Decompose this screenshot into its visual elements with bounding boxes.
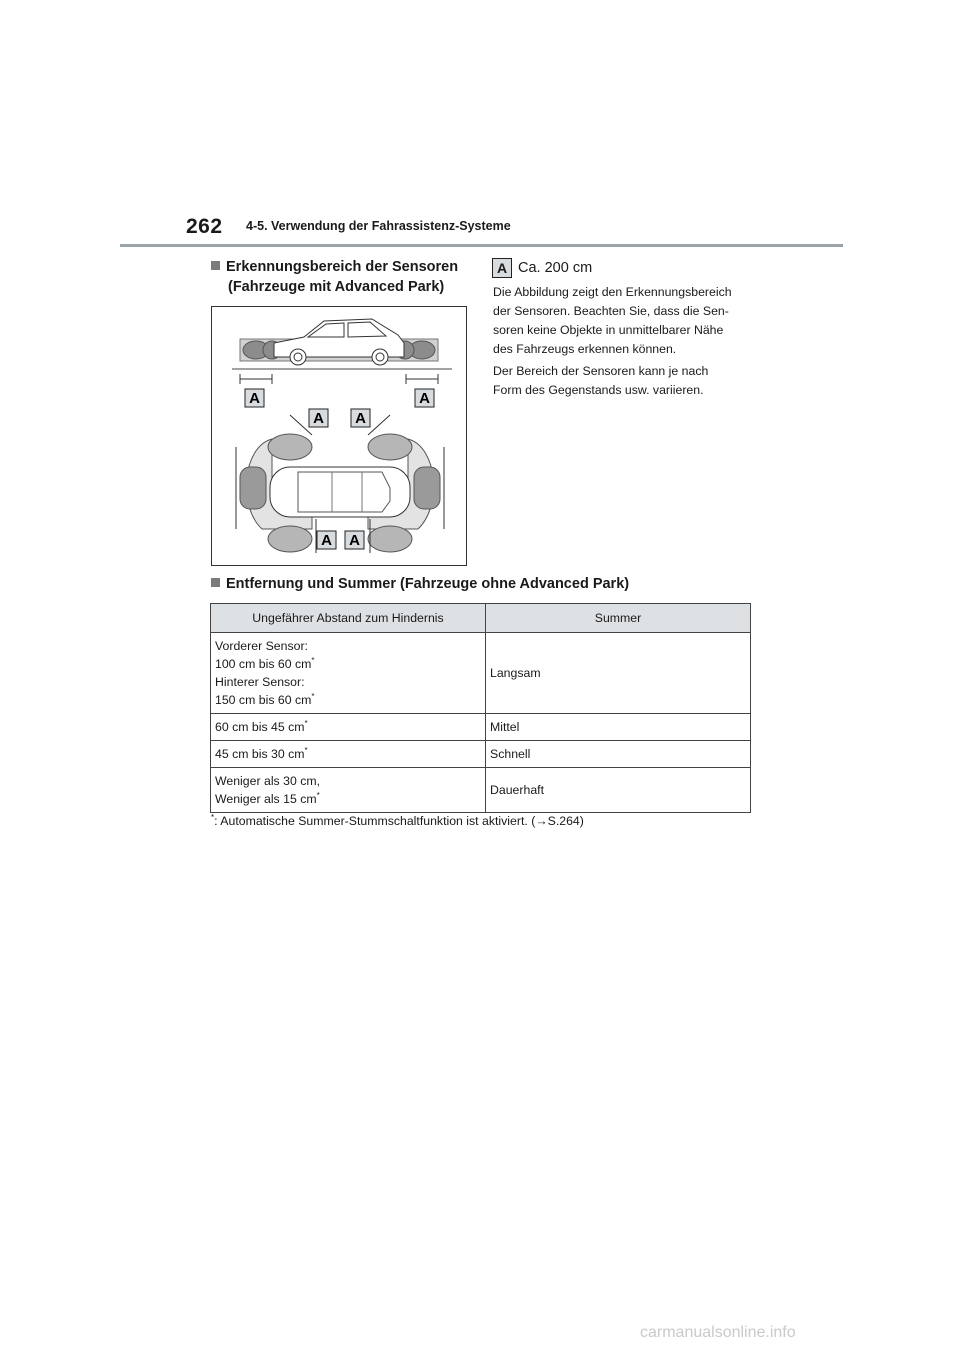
buzzer-cell: Langsam xyxy=(486,633,751,714)
table-row xyxy=(211,714,751,741)
distance-text: Vorderer Sensor: xyxy=(215,639,308,653)
section-heading-line2: (Fahrzeuge mit Advanced Park) xyxy=(228,279,445,295)
table-row xyxy=(211,768,751,813)
section-heading-distance-buzzer xyxy=(211,574,629,594)
distance-cell xyxy=(211,714,486,741)
distance-line xyxy=(215,790,481,808)
distance-line xyxy=(215,637,481,655)
square-bullet-icon xyxy=(211,261,220,270)
legend xyxy=(492,258,592,278)
distance-line xyxy=(215,691,481,709)
distance-text: 45 cm bis 30 cm xyxy=(215,747,305,761)
section-heading-detection-range xyxy=(211,257,481,297)
description-line: soren keine Objekte in unmittelbarer Nähe xyxy=(493,323,724,337)
callout-a-label: A xyxy=(349,532,360,549)
distance-text: Weniger als 15 cm xyxy=(215,792,317,806)
distance-text: 150 cm bis 60 cm xyxy=(215,693,312,707)
callout-a-label: A xyxy=(313,410,324,427)
sensor-range-figure xyxy=(211,306,467,566)
distance-cell xyxy=(211,741,486,768)
footnote-marker: * xyxy=(311,655,315,665)
dimension-markers-side xyxy=(240,374,438,384)
callout-a-label: A xyxy=(355,410,366,427)
table-row xyxy=(211,633,751,714)
footnote-marker: * xyxy=(316,790,320,800)
footnote-text: : Automatische Summer-Stummschaltfunktion ist aktiviert. (→S.264) xyxy=(214,814,584,828)
footnote-marker: * xyxy=(211,812,215,822)
description-paragraph-1 xyxy=(493,283,748,359)
table-header-row xyxy=(211,604,751,633)
description-line: Form des Gegenstands usw. variieren. xyxy=(493,383,704,397)
callout-a-label: A xyxy=(419,390,430,407)
header-divider xyxy=(120,244,843,247)
distance-line xyxy=(215,673,481,691)
callout-a-label: A xyxy=(492,258,512,278)
distance-text: Hinterer Sensor: xyxy=(215,675,305,689)
distance-line xyxy=(215,655,481,673)
square-bullet-icon xyxy=(211,578,220,587)
footnote-marker: * xyxy=(304,745,308,755)
description-line: des Fahrzeugs erkennen können. xyxy=(493,342,677,356)
section-heading-text: Entfernung und Summer (Fahrzeuge ohne Advanced Park) xyxy=(226,576,630,592)
legend-text: Ca. 200 cm xyxy=(518,260,593,276)
sensor-range-illustration xyxy=(212,307,466,565)
distance-text: 60 cm bis 45 cm xyxy=(215,720,305,734)
distance-line xyxy=(215,772,481,790)
distance-cell xyxy=(211,768,486,813)
description-line: der Sensoren. Beachten Sie, dass die Sen- xyxy=(493,304,729,318)
section-heading-line1: Erkennungsbereich der Sensoren xyxy=(226,259,459,275)
detection-zones-top-view xyxy=(240,434,440,552)
description-line: Der Bereich der Sensoren kann je nach xyxy=(493,364,709,378)
car-side-view xyxy=(232,319,452,369)
distance-text: 100 cm bis 60 cm xyxy=(215,657,312,671)
buzzer-cell: Dauerhaft xyxy=(486,768,751,813)
watermark: carmanualsonline.info xyxy=(640,1324,796,1341)
column-header-distance: Ungefährer Abstand zum Hindernis xyxy=(211,604,486,633)
callout-a-label: A xyxy=(249,390,260,407)
footnote-marker: * xyxy=(311,691,315,701)
description-paragraph-2 xyxy=(493,362,748,400)
distance-buzzer-table xyxy=(210,603,751,813)
buzzer-cell: Mittel xyxy=(486,714,751,741)
description-line: Die Abbildung zeigt den Erkennungsbereich xyxy=(493,285,732,299)
callout-a-label: A xyxy=(321,532,332,549)
footnote-marker: * xyxy=(304,718,308,728)
page-number: 262 xyxy=(186,215,223,238)
footnote xyxy=(211,814,584,828)
distance-cell xyxy=(211,633,486,714)
distance-text: Weniger als 30 cm, xyxy=(215,774,321,788)
buzzer-cell: Schnell xyxy=(486,741,751,768)
chapter-title: 4-5. Verwendung der Fahrassistenz-Systeme xyxy=(246,219,511,233)
table-row xyxy=(211,741,751,768)
column-header-buzzer: Summer xyxy=(486,604,751,633)
